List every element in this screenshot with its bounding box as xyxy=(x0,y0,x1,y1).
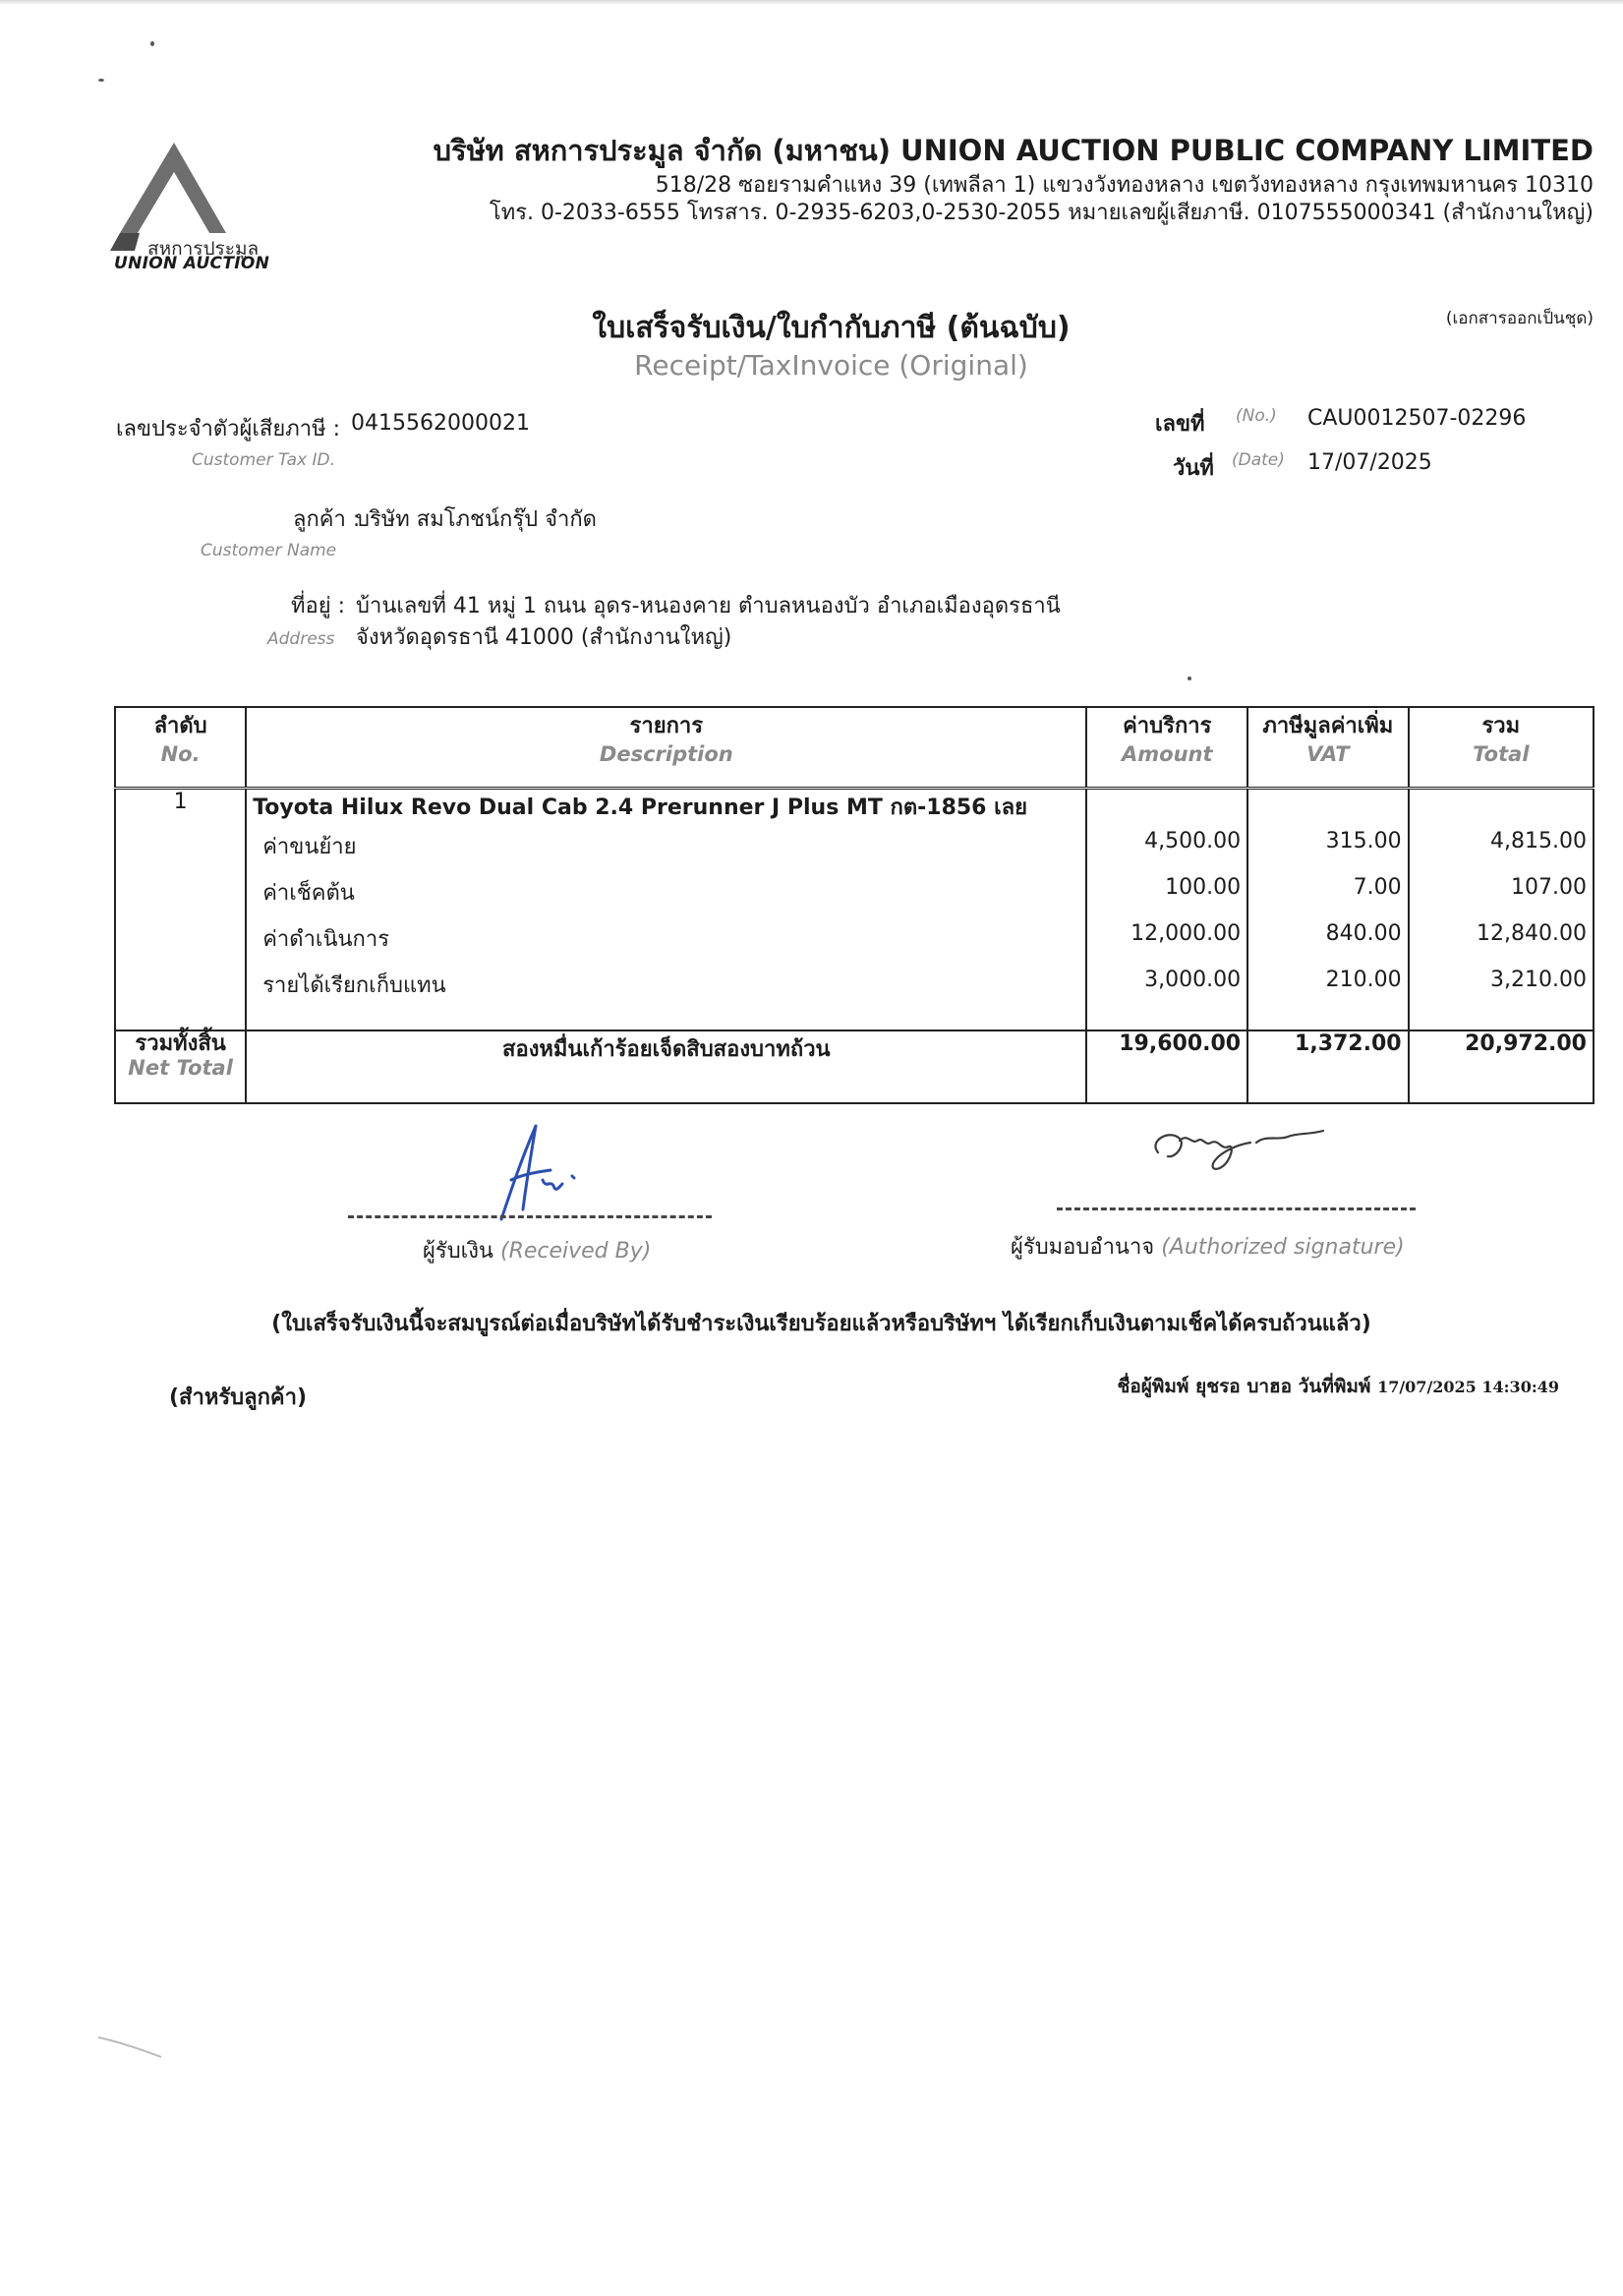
line-amount: 100.00 xyxy=(1086,875,1247,921)
tax-id-value: 0415562000021 xyxy=(351,411,530,436)
for-customer-label: (สำหรับลูกค้า) xyxy=(169,1385,308,1410)
address-sublabel: Address xyxy=(267,629,335,649)
authorized-line xyxy=(1057,1207,1416,1210)
address-line-1: บ้านเลขที่ 41 หมู่ 1 ถนน อุดร-หนองคาย ตำบลหนองบัว อำเภอเมืองอุดรธานี xyxy=(356,594,1061,618)
line-description: ค่าขนย้าย xyxy=(246,829,1086,875)
col-no-header: ลำดับ No. xyxy=(115,707,246,789)
address-line-2: จังหวัดอุดรธานี 41000 (สำนักงานใหญ่) xyxy=(356,625,732,650)
document-title: ใบเสร็จรับเงิน/ใบกำกับภาษี (ต้นฉบับ) xyxy=(592,311,1071,345)
scan-speck xyxy=(98,79,104,82)
col-total-header: รวม Total xyxy=(1409,707,1594,789)
table-row xyxy=(115,968,1594,1014)
line-vat: 315.00 xyxy=(1247,829,1408,875)
customer-name-sublabel: Customer Name xyxy=(201,541,337,560)
items-table xyxy=(114,706,1594,1104)
doc-no-sublabel: (No.) xyxy=(1236,406,1277,426)
date-sublabel: (Date) xyxy=(1232,450,1285,470)
line-amount: 4,500.00 xyxy=(1086,829,1247,875)
line-total: 4,815.00 xyxy=(1409,829,1594,875)
scan-mark xyxy=(96,2033,165,2063)
item-title: Toyota Hilux Revo Dual Cab 2.4 Prerunner J Plus MT กต-1856 เลย xyxy=(246,789,1086,830)
company-address: 518/28 ซอยรามคำแหง 39 (เทพลีลา 1) แขวงวังทองหลาง เขตวังทองหลาง กรุงเทพมหานคร 10310 xyxy=(655,173,1594,198)
col-vat-header: ภาษีมูลค่าเพิ่ม VAT xyxy=(1247,707,1408,789)
address-label: ที่อยู่ : xyxy=(291,594,346,618)
tax-id-label: เลขประจำตัวผู้เสียภาษี : xyxy=(116,417,341,442)
footer-note: (ใบเสร็จรับเงินนี้จะสมบูรณ์ต่อเมื่อบริษัทได้รับชำระเงินเรียบร้อยแล้วหรือบริษัทฯ ได้เรียกเก็บเงินตามเช็คได้ครบถ้วนแล้ว) xyxy=(271,1312,1371,1336)
received-signature-scribble xyxy=(482,1111,600,1229)
authorized-caption: ผู้รับมอบอำนาจ (Authorized signature) xyxy=(1011,1235,1405,1260)
table-row xyxy=(115,789,1594,830)
printed-at: 17/07/2025 14:30:49 xyxy=(1377,1378,1559,1396)
line-total: 12,840.00 xyxy=(1409,921,1594,968)
doc-no-value: CAU0012507-02296 xyxy=(1307,406,1527,431)
line-vat: 840.00 xyxy=(1247,921,1408,968)
table-row xyxy=(115,829,1594,875)
net-total-total: 20,972.00 xyxy=(1409,1030,1594,1103)
date-value: 17/07/2025 xyxy=(1307,450,1432,475)
scan-edge xyxy=(0,0,1623,5)
doc-no-label: เลขที่ xyxy=(1155,412,1205,437)
received-by-caption: ผู้รับเงิน (Received By) xyxy=(423,1239,652,1264)
tax-id-sublabel: Customer Tax ID. xyxy=(192,450,335,470)
customer-name-value: บริษัท สมโภชน์กรุ๊ป จำกัด xyxy=(356,507,597,532)
table-row xyxy=(115,875,1594,921)
printed-by: ชื่อผู้พิมพ์ ยุชรอ บาฮอ วันที่พิมพ์ 17/07/2025 14:30:49 xyxy=(1117,1376,1559,1397)
col-description-header: รายการ Description xyxy=(246,707,1086,789)
company-contact: โทร. 0-2033-6555 โทรสาร. 0-2935-6203,0-2530-2055 หมายเลขผู้เสียภาษี. 0107555000341 (สำนักงานใหญ่) xyxy=(489,201,1594,225)
scan-speck xyxy=(1188,677,1191,680)
net-total-in-words: สองหมื่นเก้าร้อยเจ็ดสิบสองบาทถ้วน xyxy=(246,1030,1086,1103)
received-by-line xyxy=(348,1215,712,1218)
scan-speck xyxy=(150,41,154,46)
customer-name-label: ลูกค้า : xyxy=(293,507,361,532)
document-subtitle: Receipt/TaxInvoice (Original) xyxy=(634,349,1028,382)
table-row xyxy=(115,921,1594,968)
net-total-label: รวมทั้งสิ้น Net Total xyxy=(115,1030,246,1103)
line-total: 107.00 xyxy=(1409,875,1594,921)
line-vat: 210.00 xyxy=(1247,968,1408,1014)
net-total-amount: 19,600.00 xyxy=(1086,1030,1247,1103)
line-total: 3,210.00 xyxy=(1409,968,1594,1014)
item-no: 1 xyxy=(115,789,246,830)
logo-text-th: สหการประมูล xyxy=(147,238,260,260)
document-note: (เอกสารออกเป็นชุด) xyxy=(1445,309,1594,328)
authorized-signature-scribble xyxy=(1140,1111,1376,1200)
date-label: วันที่ xyxy=(1173,456,1214,481)
line-description: ค่าดำเนินการ xyxy=(246,921,1086,968)
table-header xyxy=(115,707,1594,789)
line-vat: 7.00 xyxy=(1247,875,1408,921)
net-total-row xyxy=(115,1030,1594,1103)
company-name: บริษัท สหการประมูล จำกัด (มหาชน) UNION AUCTION PUBLIC COMPANY LIMITED xyxy=(433,134,1594,167)
net-total-vat: 1,372.00 xyxy=(1247,1030,1408,1103)
col-amount-header: ค่าบริการ Amount xyxy=(1086,707,1247,789)
logo-text-en: UNION AUCTION xyxy=(114,254,270,273)
line-amount: 12,000.00 xyxy=(1086,921,1247,968)
line-description: รายได้เรียกเก็บแทน xyxy=(246,968,1086,1014)
line-description: ค่าเช็คต้น xyxy=(246,875,1086,921)
line-amount: 3,000.00 xyxy=(1086,968,1247,1014)
